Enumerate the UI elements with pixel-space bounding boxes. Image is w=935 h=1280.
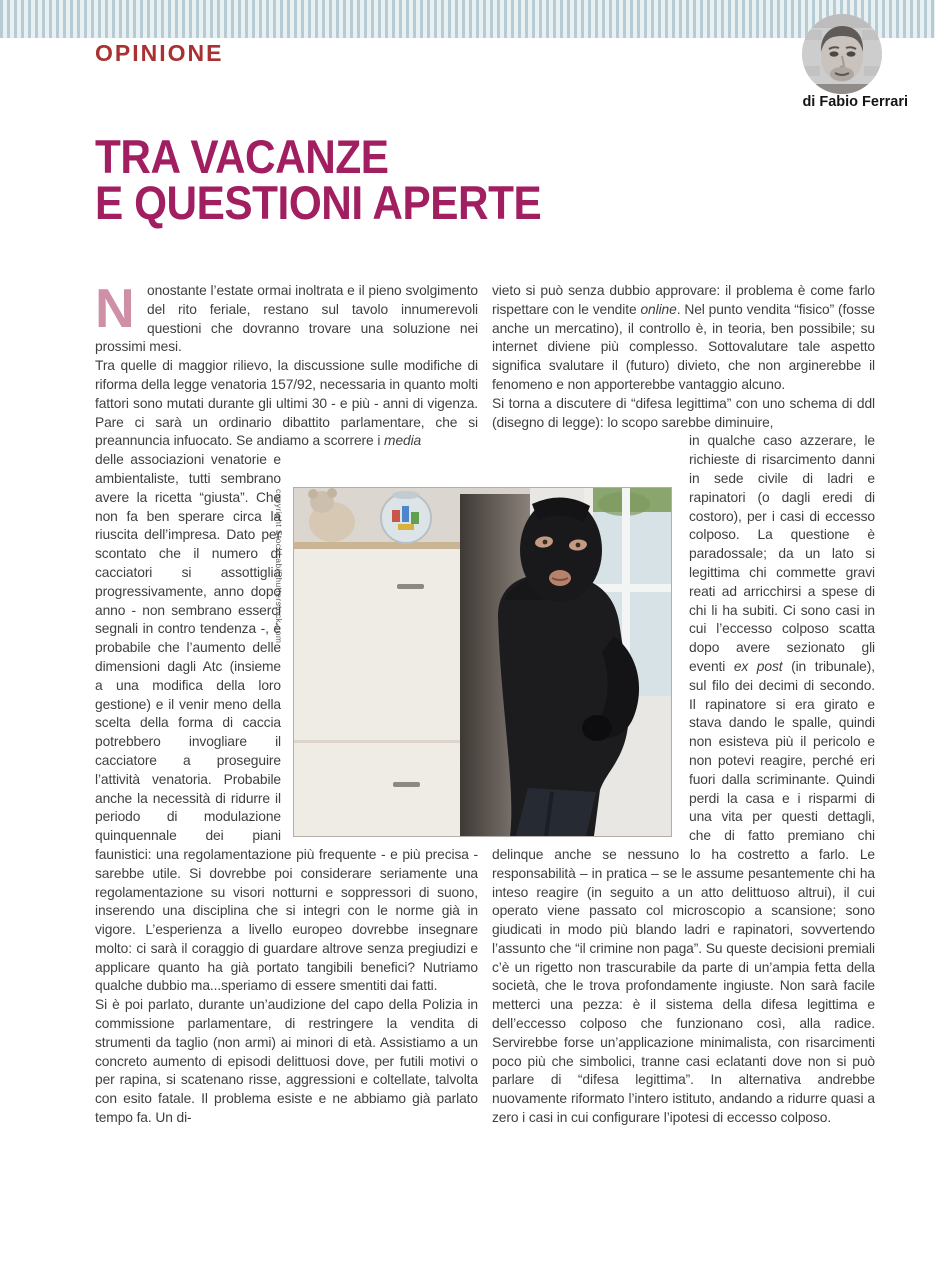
paragraph-1-text: onostante l’estate ormai inoltrata e il pieno svolgimento del rito feriale, restano sul tavolo innumerevoli questioni che dovranno trovare una soluzione nei prossimi mesi. <box>95 283 478 355</box>
paragraph-4 <box>95 996 478 1128</box>
paragraph-6 <box>492 395 875 433</box>
left-column <box>95 277 478 1128</box>
author-portrait-illustration <box>802 14 882 94</box>
drop-cap: N <box>95 277 135 339</box>
paragraph-2 <box>95 357 478 451</box>
paragraph-3 <box>95 451 478 996</box>
author-portrait <box>802 14 882 94</box>
paragraph-7 <box>492 432 875 1127</box>
byline: di Fabio Ferrari <box>802 94 908 110</box>
photo-wrap-spacer-right <box>492 432 689 830</box>
right-column <box>492 282 875 1128</box>
paragraph-1 <box>95 277 478 357</box>
section-label: OPINIONE <box>95 40 224 66</box>
paragraph-5-italic: online <box>640 301 677 317</box>
striped-header-band <box>0 0 935 38</box>
paragraph-4-text: Si è poi parlato, durante un’audizione del capo della Polizia in commissione parlamentare, di restringere la vendita di strumenti da taglio (non armi) ai minori di età. Assistiamo a un concreto aumento di episodi delittuosi dove, per futili motivi o per rapina, si scatenano risse, aggressioni e coltellate, talvolta con esito fatale. Il problema esiste e ne abbiamo già parlato tempo fa. Un di- <box>95 997 478 1126</box>
paragraph-3-text: delle associazioni venatorie e ambientaliste, tutti sembrano avere la ricetta “giusta”. Che non fa ben sperare circa la riuscita dell’impresa. Dato per scontato che il numero di cacciatori si assottiglia progressivamente, anno dopo anno - non sembrano esserci segnali in contro tendenza -, è probabile che l’aumento delle dimensioni dagli Atc (insieme a una modifica della loro gestione) e il venir meno della scelta della forma di caccia potrebbero invogliare il cacciatore a proseguire l’attività venatoria. Probabile anche la necessità di ridurre il periodo di modulazione quinquennale dei piani faunistici: una regolamentazione più frequente - e più precisa - sarebbe utile. Si dovrebbe poi considerare seriamente una regolamentazione su visori notturni e soppressori di suono, inserendo una disciplina che si integri con le norme già in vigore. L’esperienza a livello europeo dovrebbe insegnare molto: ci sarà il coraggio di guardare altrove senza pregiudizi e applicare quanto ha già portato tangibili benefici? Nutriamo qualche dubbio ma...speriamo di essere smentiti dai fatti. <box>95 452 478 994</box>
paragraph-2-italic: media <box>384 433 422 449</box>
paragraph-7-pre: in qualche caso azzerare, le richieste di risarcimento danni in sede civile di ladri e rapinatori (o dagli eredi di costoro), per i casi di eccesso colposo. La questione è paradossale; da un lato si legittima chi commette gravi reati ad arricchirsi a spese di chi li ha subiti. Ci sono casi in cui l’eccesso colposo scatta dopo avere sezionato gli eventi <box>689 433 875 674</box>
paragraph-5-post: . Nel punto vendita “fisico” (fosse anche un mercatino), il controllo è, in teoria, ben possibile; su internet diviene più complesso. Sottovalutare tale aspetto significa svalutare il (futuro) divieto, che non arginerebbe il fenomeno e non apporterebbe vantaggio alcuno. <box>492 301 876 392</box>
article-title-line1: TRA VACANZE <box>95 130 389 183</box>
paragraph-7-post: (in tribunale), sul filo dei decimi di secondo. Il rapinatore si era girato e stava dando le spalle, quindi non esisteva più il pericolo e non potevi reagire, perché eri fuori dalla scriminante. Quindi perdi la casa e i risparmi di una vita per questi dettagli, che di fatto premiano chi delinque anche se nessuno lo ha costretto a farlo. Le responsabilità – in pratica – se le assume pesantemente chi ha inteso reagire (in seguito a un atto delittuoso altrui), il cui operato viene passato col microscopio a scansione; sono giudicati in modo più blando ladri e rapinatori, sovvertendo l’assunto che “il crimine non paga”. Su queste decisioni premiali c’è un rigetto non trascurabile da parte di un’ampia fetta della società, che le trova profondamente ingiuste. Non sarà facile metterci una pezza: è il sistema della difesa legittima e dell’eccesso colposo che funzionano così, alla radice. Servirebbe forse un’applicazione minimalista, con risarcimenti poco più che simbolici, tranne casi eclatanti dove non si può parlare di “difesa legittima”. In alternativa andrebbe nuovamente riformato l’intero istituto, andando a ridurre quasi a zero i casi in cui configurare l’ipotesi di eccesso colposo. <box>492 658 875 1126</box>
article-title <box>95 130 542 229</box>
article-title-line2: E QUESTIONI APERTE <box>95 176 542 229</box>
paragraph-5-pre: vieto si può senza dubbio approvare: il problema è come farlo rispettare con le vendite <box>492 283 875 317</box>
photo-wrap-spacer-left <box>281 451 478 839</box>
paragraph-2-text: Tra quelle di maggior rilievo, la discussione sulle modifiche di riforma della legge venatoria 157/92, necessaria in quanto molti fattori sono mutati durante gli ultimi 30 - e più - anni di vigenza. Pare ci sarà un ordinario dibattito parlamentare, che si preannuncia infuocato. Se andiamo a scorrere i <box>95 358 478 449</box>
paragraph-5 <box>492 282 875 395</box>
paragraph-7-italic: ex post <box>733 658 783 674</box>
photo-credit: copyright StockLab/Shutterstock.com <box>274 489 284 644</box>
paragraph-6-text: Si torna a discutere di “difesa legittima” con uno schema di ddl (disegno di legge): lo scopo sarebbe diminuire, <box>492 395 875 430</box>
